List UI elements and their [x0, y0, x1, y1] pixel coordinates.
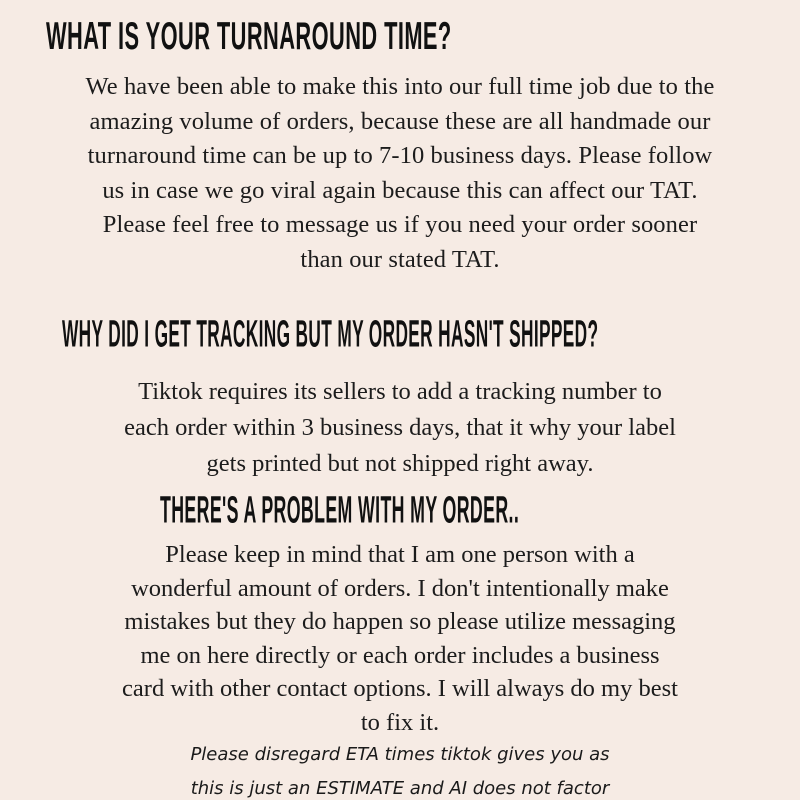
eta-disclaimer-note	[0, 738, 800, 800]
faq-answer-problem	[0, 538, 800, 739]
answer-line: Please feel free to message us if you need your order sooner	[102, 211, 698, 238]
answer-line: me on here directly or each order includes a business	[140, 641, 660, 669]
answer-line: gets printed but not shipped right away.	[206, 450, 594, 477]
answer-line: mistakes but they do happen so please utilize messaging	[124, 608, 676, 635]
note-line: this is just an ESTIMATE and AI does not factor	[190, 778, 610, 799]
answer-line: us in case we go viral again because this can affect our TAT.	[102, 176, 698, 204]
faq-answer-turnaround	[0, 70, 800, 277]
answer-line: than our stated TAT.	[300, 245, 500, 273]
answer-line: Tiktok requires its sellers to add a tracking number to	[138, 378, 662, 405]
faq-heading-tracking: WHY DID I GET TRACKING BUT MY ORDER HASN'T SHIPPED?	[62, 312, 599, 356]
answer-line: each order within 3 business days, that it why your label	[124, 414, 676, 441]
answer-line: wonderful amount of orders. I don't intentionally make	[131, 574, 669, 602]
answer-line: We have been able to make this into our full time job due to the	[85, 73, 715, 100]
answer-line: to fix it.	[360, 708, 440, 736]
faq-answer-tracking	[0, 374, 800, 482]
answer-line: card with other contact options. I will always do my best	[122, 675, 678, 702]
faq-heading-turnaround: WHAT IS YOUR TURNAROUND TIME?	[46, 13, 452, 58]
faq-heading-problem: THERE'S A PROBLEM WITH MY ORDER..	[160, 488, 520, 532]
note-line: Please disregard ETA times tiktok gives you as	[190, 744, 610, 765]
answer-line: turnaround time can be up to 7-10 business days. Please follow	[87, 142, 713, 169]
answer-line: amazing volume of orders, because these are all handmade our	[89, 107, 711, 135]
answer-line: Please keep in mind that I am one person with a	[165, 541, 635, 568]
